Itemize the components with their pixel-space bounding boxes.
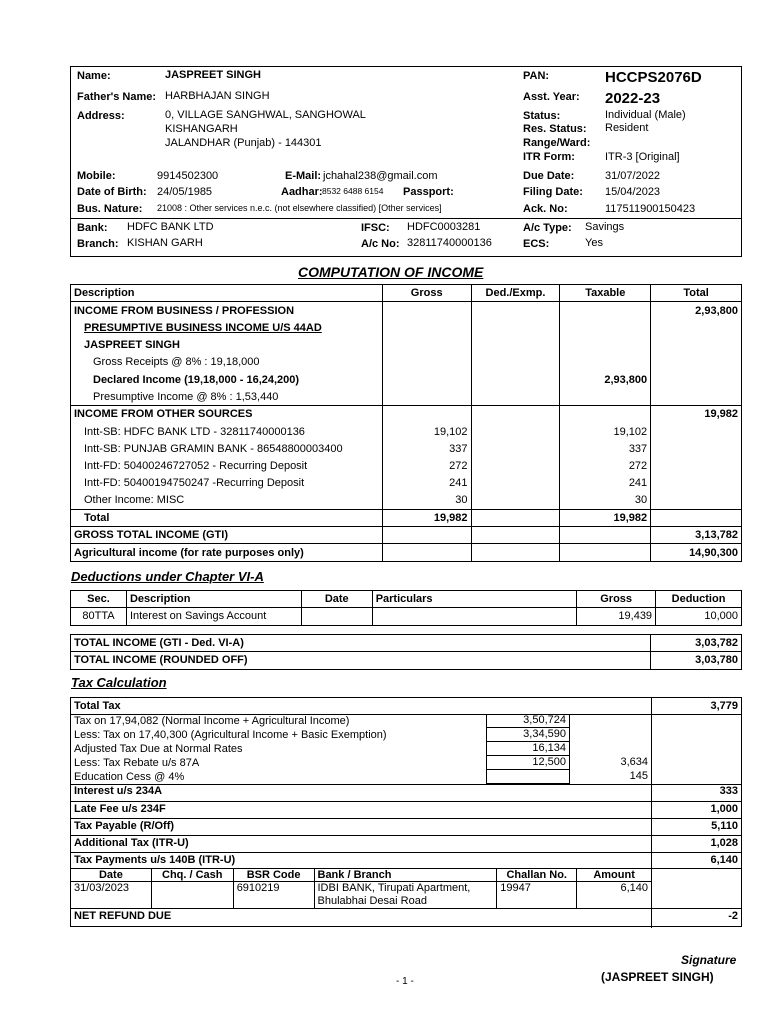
col-bank-branch: Bank / Branch (314, 869, 497, 882)
payments-header-row (71, 869, 652, 882)
row-gross (382, 354, 471, 371)
signatory-name: (JASPREET SINGH) (601, 970, 714, 984)
res-status-label: Res. Status: (523, 123, 587, 135)
late-fee-label: Late Fee u/s 234F (74, 803, 166, 815)
table-row (71, 354, 742, 371)
row-ded-exmp (471, 475, 560, 492)
address-line-3: JALANDHAR (Punjab) - 144301 (165, 137, 322, 149)
bank-label: Bank: (77, 222, 108, 234)
row-total (651, 509, 742, 526)
tax-line-amount (486, 770, 570, 784)
ac-type-value: Savings (585, 221, 625, 233)
row-gross (382, 371, 471, 388)
email-label: E-Mail: (285, 170, 322, 182)
mobile-label: Mobile: (77, 170, 116, 182)
pay-bsr: 6910219 (233, 882, 314, 909)
ded-desc: Interest on Savings Account (126, 608, 301, 625)
col-sec: Sec. (71, 591, 127, 608)
tax-line-amount: 12,500 (486, 756, 570, 770)
divider (71, 218, 741, 219)
tax-lines (71, 714, 651, 784)
tax-calc-title: Tax Calculation (71, 675, 167, 690)
col-amount: Amount (577, 869, 652, 882)
row-ded-exmp (471, 457, 560, 474)
ded-date (301, 608, 372, 625)
row-taxable (560, 527, 651, 544)
row-taxable (560, 544, 651, 561)
table-row (71, 371, 742, 388)
payments-table (70, 868, 652, 909)
divider (71, 852, 741, 853)
row-description: Presumptive Income @ 8% : 1,53,440 (71, 388, 383, 405)
deductions-table (70, 590, 742, 626)
row-ded-exmp (471, 354, 560, 371)
email-value: jchahal238@gmail.com (323, 170, 438, 182)
tax-line-description: Education Cess @ 4% (74, 771, 185, 783)
tax-line-description: Adjusted Tax Due at Normal Rates (74, 743, 243, 755)
table-row (71, 388, 742, 405)
pay-amount: 6,140 (577, 882, 652, 909)
tax-line-description: Less: Tax Rebate u/s 87A (74, 757, 200, 769)
itr-form-value: ITR-3 [Original] (605, 151, 680, 163)
tax-line-amount: 3,34,590 (486, 728, 570, 742)
computation-header-row (71, 285, 742, 302)
range-label: Range/Ward: (523, 137, 591, 149)
divider (71, 801, 741, 802)
ded-deduction: 10,000 (656, 608, 742, 625)
rounded-label: TOTAL INCOME (ROUNDED OFF) (71, 652, 651, 669)
pay-challan: 19947 (497, 882, 577, 909)
col-pay-date: Date (71, 869, 152, 882)
row-total (651, 423, 742, 440)
branch-label: Branch: (77, 238, 119, 250)
pan-label: PAN: (523, 70, 550, 82)
row-description: Intt-SB: HDFC BANK LTD - 32811740000136 (71, 423, 383, 440)
dob-value: 24/05/1985 (157, 186, 213, 198)
father-name: HARBHAJAN SINGH (165, 90, 270, 102)
pan-value: HCCPS2076D (605, 69, 702, 86)
computation-table (70, 284, 742, 562)
col-challan: Challan No. (497, 869, 577, 882)
total-tax-value: 3,779 (710, 700, 738, 712)
tax-calc-box (70, 697, 742, 927)
payments-value: 6,140 (710, 854, 738, 866)
total-income-label: TOTAL INCOME (GTI - Ded. VI-A) (71, 635, 651, 652)
address-label: Address: (77, 110, 125, 122)
row-description: Intt-FD: 50400194750247 -Recurring Deposit (71, 475, 383, 492)
col-deduction: Deduction (656, 591, 742, 608)
row-description: INCOME FROM BUSINESS / PROFESSION (71, 302, 383, 319)
table-row (71, 509, 742, 526)
row-gross: 337 (382, 440, 471, 457)
row-gross (382, 319, 471, 336)
row-total (651, 457, 742, 474)
col-total: Total (651, 285, 742, 302)
aadhar-label: Aadhar: (281, 186, 323, 198)
table-row (71, 544, 742, 561)
status-value: Individual (Male) (605, 109, 686, 121)
row-ded-exmp (471, 440, 560, 457)
row-gross (382, 336, 471, 353)
tax-line-amount: 3,50,724 (486, 714, 570, 728)
name-label: Name: (77, 70, 111, 82)
itr-form-label: ITR Form: (523, 151, 575, 163)
row-total: 2,93,800 (651, 302, 742, 319)
row-total (651, 388, 742, 405)
late-fee-value: 1,000 (710, 803, 738, 815)
row-ded-exmp (471, 319, 560, 336)
row-taxable (560, 388, 651, 405)
table-row (71, 457, 742, 474)
tax-line-net: 3,634 (620, 756, 648, 768)
row-description: Agricultural income (for rate purposes only) (71, 544, 383, 561)
father-label: Father's Name: (77, 91, 157, 103)
row-taxable: 19,982 (560, 509, 651, 526)
row-ded-exmp (471, 509, 560, 526)
due-date-value: 31/07/2022 (605, 170, 661, 182)
table-row (71, 475, 742, 492)
additional-value: 1,028 (710, 837, 738, 849)
ded-gross: 19,439 (577, 608, 656, 625)
row-taxable (560, 336, 651, 353)
refund-label: NET REFUND DUE (74, 910, 172, 922)
row-description: INCOME FROM OTHER SOURCES (71, 406, 383, 423)
row-taxable (560, 319, 651, 336)
row-gross: 272 (382, 457, 471, 474)
row-ded-exmp (471, 527, 560, 544)
address-line-1: 0, VILLAGE SANGHWAL, SANGHOWAL (165, 109, 366, 121)
address-line-2: KISHANGARH (165, 123, 238, 135)
payments-label: Tax Payments u/s 140B (ITR-U) (74, 854, 236, 866)
table-row (71, 440, 742, 457)
row-total (651, 475, 742, 492)
row-total (651, 440, 742, 457)
row-total (651, 371, 742, 388)
ecs-label: ECS: (523, 238, 550, 250)
row-ded-exmp (471, 336, 560, 353)
total-income-table (70, 634, 742, 670)
status-label: Status: (523, 110, 561, 122)
pay-bank-line-2: Bhulabhai Desai Road (317, 895, 427, 907)
pay-chq (151, 882, 233, 909)
deductions-header-row (71, 591, 742, 608)
table-row (71, 319, 742, 336)
ay-label: Asst. Year: (523, 91, 580, 103)
table-row (71, 527, 742, 544)
branch-value: KISHAN GARH (127, 237, 203, 249)
ded-sec: 80TTA (71, 608, 127, 625)
table-row (71, 882, 652, 909)
ack-label: Ack. No: (523, 203, 568, 215)
row-gross: 19,982 (382, 509, 471, 526)
refund-value: -2 (728, 910, 738, 922)
due-date-label: Due Date: (523, 170, 575, 182)
taxpayer-name: JASPREET SINGH (165, 69, 261, 81)
table-row (71, 406, 742, 423)
bank-value: HDFC BANK LTD (127, 221, 214, 233)
row-taxable: 19,102 (560, 423, 651, 440)
row-gross (382, 406, 471, 423)
tax-line-net (570, 714, 651, 728)
row-total: 19,982 (651, 406, 742, 423)
row-total (651, 319, 742, 336)
ay-value: 2022-23 (605, 90, 661, 107)
tax-line-description: Less: Tax on 17,40,300 (Agricultural Income + Basic Exemption) (74, 729, 387, 741)
signature-label: Signature (681, 953, 737, 967)
pay-date: 31/03/2023 (71, 882, 152, 909)
row-total (651, 354, 742, 371)
row-gross (382, 388, 471, 405)
table-row (71, 608, 742, 625)
ac-no-label: A/c No: (361, 238, 400, 250)
row-gross: 19,102 (382, 423, 471, 440)
ecs-value: Yes (585, 237, 603, 249)
row-gross (382, 544, 471, 561)
divider (71, 908, 741, 909)
table-row (71, 336, 742, 353)
col-date: Date (301, 591, 372, 608)
table-row (71, 635, 742, 652)
deductions-title: Deductions under Chapter VI-A (71, 569, 264, 584)
row-ded-exmp (471, 388, 560, 405)
row-ded-exmp (471, 302, 560, 319)
ifsc-label: IFSC: (361, 222, 390, 234)
row-description: Intt-SB: PUNJAB GRAMIN BANK - 86548800003400 (71, 440, 383, 457)
row-total: 14,90,300 (651, 544, 742, 561)
row-description: Other Income: MISC (71, 492, 383, 509)
ack-value: 117511900150423 (605, 203, 696, 215)
additional-label: Additional Tax (ITR-U) (74, 837, 189, 849)
row-description: PRESUMPTIVE BUSINESS INCOME U/S 44AD (71, 319, 383, 336)
passport-label: Passport: (403, 186, 454, 198)
row-ded-exmp (471, 406, 560, 423)
row-total (651, 492, 742, 509)
ifsc-value: HDFC0003281 (407, 221, 481, 233)
divider (71, 784, 741, 785)
row-description: Total (71, 509, 383, 526)
tax-line-net: 145 (629, 770, 648, 782)
row-gross: 241 (382, 475, 471, 492)
row-gross (382, 527, 471, 544)
pay-bank (314, 882, 497, 909)
taxpayer-details-box (70, 66, 742, 257)
tax-line-amount: 16,134 (486, 742, 570, 756)
res-status-value: Resident (605, 122, 649, 134)
col-bsr: BSR Code (233, 869, 314, 882)
row-total: 3,13,782 (651, 527, 742, 544)
row-ded-exmp (471, 423, 560, 440)
tax-line-net (570, 742, 651, 756)
tax-line-net (570, 728, 651, 742)
col-ded-description: Description (126, 591, 301, 608)
divider (71, 818, 741, 819)
dob-label: Date of Birth: (77, 186, 147, 198)
table-row (71, 492, 742, 509)
filing-date-value: 15/04/2023 (605, 186, 661, 198)
row-ded-exmp (471, 492, 560, 509)
bus-nature-label: Bus. Nature: (77, 203, 143, 215)
page-number: - 1 - (396, 976, 414, 987)
row-description: Declared Income (19,18,000 - 16,24,200) (71, 371, 383, 388)
mobile-value: 9914502300 (157, 170, 219, 182)
computation-title: COMPUTATION OF INCOME (298, 264, 484, 280)
row-taxable: 272 (560, 457, 651, 474)
row-total (651, 336, 742, 353)
row-description: GROSS TOTAL INCOME (GTI) (71, 527, 383, 544)
col-taxable: Taxable (560, 285, 651, 302)
row-ded-exmp (471, 371, 560, 388)
tax-line-description: Tax on 17,94,082 (Normal Income + Agricultural Income) (74, 715, 350, 727)
row-gross: 30 (382, 492, 471, 509)
row-taxable (560, 354, 651, 371)
filing-date-label: Filing Date: (523, 186, 583, 198)
table-row (71, 302, 742, 319)
col-particulars: Particulars (372, 591, 577, 608)
ac-type-label: A/c Type: (523, 222, 572, 234)
bus-nature-value: 21008 : Other services n.e.c. (not elsewhere classified) [Other services] (157, 203, 442, 213)
row-taxable (560, 406, 651, 423)
col-ded-exmp: Ded./Exmp. (471, 285, 560, 302)
divider (71, 835, 741, 836)
row-description: JASPREET SINGH (71, 336, 383, 353)
interest-label: Interest u/s 234A (74, 785, 163, 797)
payable-label: Tax Payable (R/Off) (74, 820, 175, 832)
ac-no-value: 32811740000136 (407, 237, 492, 249)
table-row (71, 423, 742, 440)
payable-value: 5,110 (711, 820, 738, 832)
ded-particulars (372, 608, 577, 625)
col-description: Description (71, 285, 383, 302)
row-taxable: 2,93,800 (560, 371, 651, 388)
aadhar-value: 8532 6488 6154 (322, 186, 384, 196)
row-ded-exmp (471, 544, 560, 561)
total-income-value: 3,03,782 (651, 635, 742, 652)
row-gross (382, 302, 471, 319)
table-row (71, 652, 742, 669)
row-description: Gross Receipts @ 8% : 19,18,000 (71, 354, 383, 371)
rounded-value: 3,03,780 (651, 652, 742, 669)
col-gross: Gross (382, 285, 471, 302)
row-taxable (560, 302, 651, 319)
interest-value: 333 (719, 785, 738, 797)
row-description: Intt-FD: 50400246727052 - Recurring Deposit (71, 457, 383, 474)
total-tax-label: Total Tax (74, 700, 121, 712)
col-ded-gross: Gross (577, 591, 656, 608)
row-taxable: 241 (560, 475, 651, 492)
pay-bank-line-1: IDBI BANK, Tirupati Apartment, (317, 882, 471, 894)
col-chq: Chq. / Cash (151, 869, 233, 882)
row-taxable: 337 (560, 440, 651, 457)
row-taxable: 30 (560, 492, 651, 509)
